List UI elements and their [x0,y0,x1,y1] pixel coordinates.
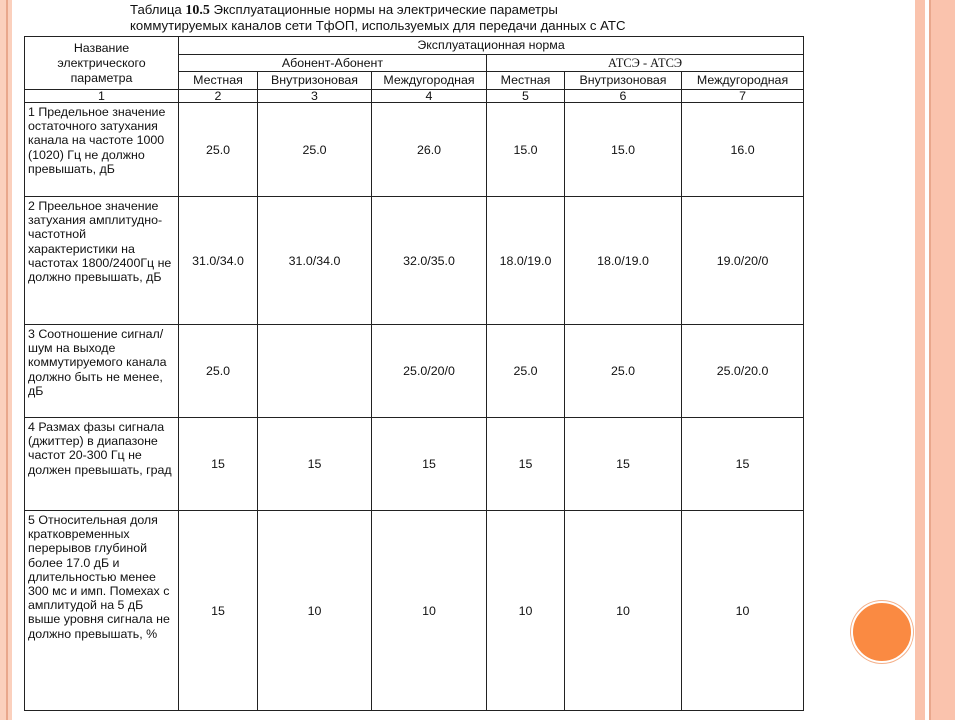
value-cell: 16.0 [682,103,804,197]
value-cell: 19.0/20/0 [682,197,804,325]
table-caption [130,2,810,33]
param-cell: 3 Соотношение сигнал/шум на выходе коммутируемого канала должно быть не менее, дБ [25,325,179,418]
param-cell: 5 Относительная доля кратковременных перерывов глубиной более 17.0 дБ и длительностью менее 300 мс и имп. Помехах с амплитудой на 5 дБ выше уровня сигнала не должно превышать, % [25,511,179,711]
value-cell: 15.0 [565,103,682,197]
column-number: 2 [179,90,258,103]
col-header: Местная [487,72,565,90]
value-cell: 10 [258,511,372,711]
value-cell: 25.0 [179,103,258,197]
right-decorative-band [915,0,955,720]
value-cell: 26.0 [372,103,487,197]
value-cell: 32.0/35.0 [372,197,487,325]
value-cell: 31.0/34.0 [258,197,372,325]
col-header: Внутризоновая [258,72,372,90]
value-cell: 15.0 [487,103,565,197]
table-row [25,325,804,418]
value-cell: 15 [372,418,487,511]
value-cell: 15 [565,418,682,511]
col-header: Междугородная [682,72,804,90]
column-number: 1 [25,90,179,103]
col-header: Междугородная [372,72,487,90]
header-row-1 [25,37,804,55]
column-number: 3 [258,90,372,103]
col-header: Внутризоновая [565,72,682,90]
document-scan [22,0,807,720]
param-cell: 1 Предельное значение остаточного затухания канала на частоте 1000 (1020) Гц не должно превышать, дБ [25,103,179,197]
caption-prefix: Таблица [130,2,186,17]
column-number: 7 [682,90,804,103]
table-row [25,197,804,325]
norm-header: Эксплуатационная норма [179,37,804,55]
table-row [25,418,804,511]
param-cell: 2 Преельное значение затухания амплитудно-частотной характеристики на частотах 1800/2400Гц не должно превышать, дБ [25,197,179,325]
value-cell: 15 [682,418,804,511]
caption-line-1: Эксплуатационные нормы на электрические параметры [209,2,558,17]
param-name-header: Название электрического параметра [25,37,179,90]
value-cell: 31.0/34.0 [179,197,258,325]
value-cell: 25.0 [565,325,682,418]
value-cell: 10 [372,511,487,711]
value-cell: 25.0/20/0 [372,325,487,418]
value-cell: 25.0 [258,103,372,197]
value-cell: 18.0/19.0 [565,197,682,325]
orange-circle-ornament [851,601,913,663]
exchange-group-header: АТСЭ - АТСЭ [487,55,804,72]
param-cell: 4 Размах фазы сигнала (джиттер) в диапазоне частот 20-300 Гц не должен превышать, град [25,418,179,511]
column-number: 4 [372,90,487,103]
value-cell: 15 [487,418,565,511]
norms-table [24,36,804,711]
caption-line-2: коммутируемых каналов сети ТфОП, используемых для передачи данных с АТС [130,18,626,33]
value-cell: 15 [179,511,258,711]
value-cell: 10 [565,511,682,711]
value-cell: 25.0 [487,325,565,418]
column-number: 5 [487,90,565,103]
col-header: Местная [179,72,258,90]
value-cell: 10 [487,511,565,711]
value-cell: 15 [258,418,372,511]
caption-number: 10.5 [185,3,210,18]
left-decorative-line [6,0,8,720]
value-cell: 10 [682,511,804,711]
value-cell: 18.0/19.0 [487,197,565,325]
table-row [25,103,804,197]
right-decorative-line [929,0,931,720]
value-cell [258,325,372,418]
column-number: 6 [565,90,682,103]
table-row [25,511,804,711]
column-number-row [25,90,804,103]
value-cell: 15 [179,418,258,511]
subscriber-group-header: Абонент-Абонент [179,55,487,72]
value-cell: 25.0 [179,325,258,418]
value-cell: 25.0/20.0 [682,325,804,418]
